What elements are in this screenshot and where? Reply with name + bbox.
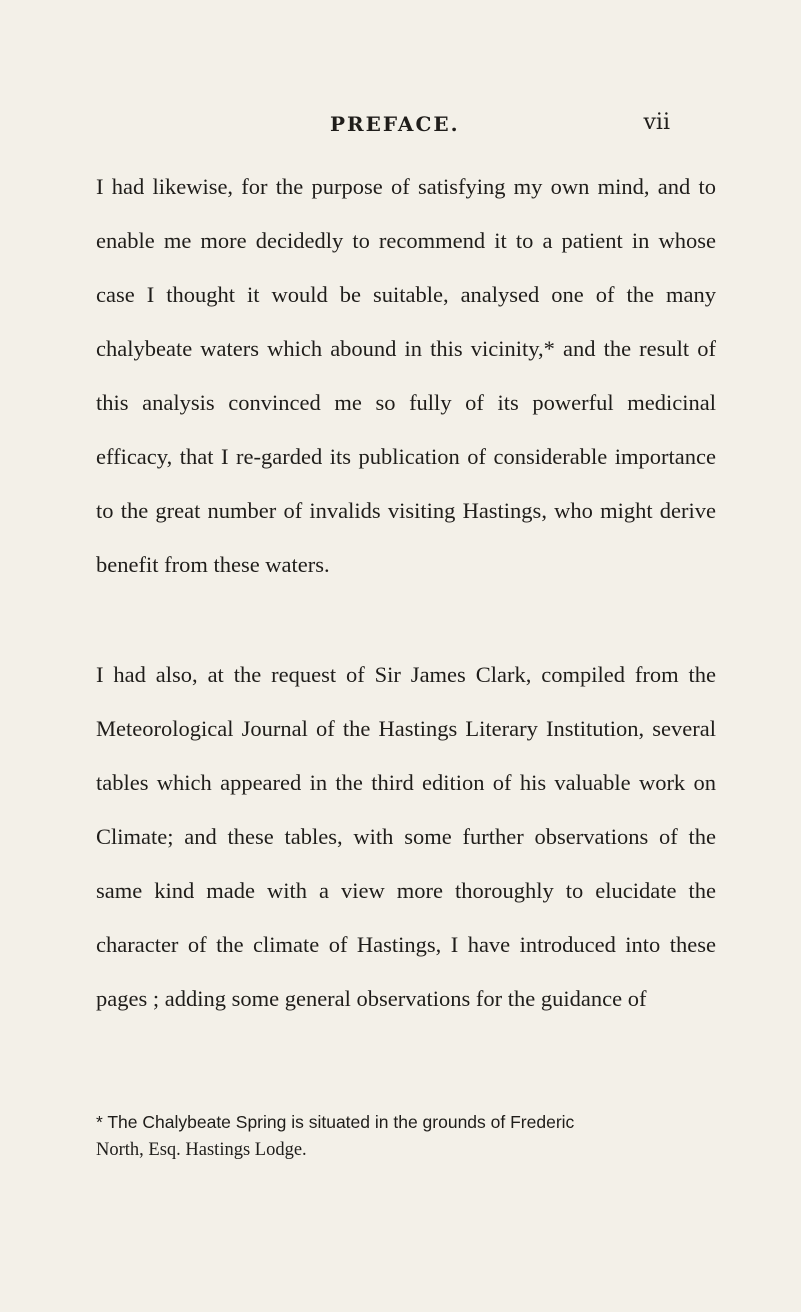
footnote-line-1: * The Chalybeate Spring is situated in the grounds of Frederic [96, 1112, 575, 1132]
paragraph-1: I had likewise, for the purpose of satisfying my own mind, and to enable me more decidedly to recommend it to a patient in whose case I thought it would be suitable, analysed one of the many chalybeate waters which abound in this vicinity,* and the result of this analysis convinced me so fully of its powerful medicinal efficacy, that I re-garded its publication of considerable importance to the great number of invalids visiting Hastings, who might derive benefit from these waters. [96, 174, 716, 577]
running-title: PREFACE. [330, 112, 460, 136]
footnote [96, 1108, 716, 1164]
footnote-line-2: North, Esq. Hastings Lodge. [96, 1140, 307, 1160]
running-header [330, 112, 670, 137]
page-number: vii [643, 110, 670, 135]
paragraph-2: I had also, at the request of Sir James Clark, compiled from the Meteorological Journal of the Hastings Literary Institution, several tables which appeared in the third edition of his valuable work on Climate; and these tables, with some further observations of the same kind made with a view more thoroughly to elucidate the character of the climate of Hastings, I have introduced into these pages ; adding some general observations for the guidance of [96, 662, 716, 1011]
